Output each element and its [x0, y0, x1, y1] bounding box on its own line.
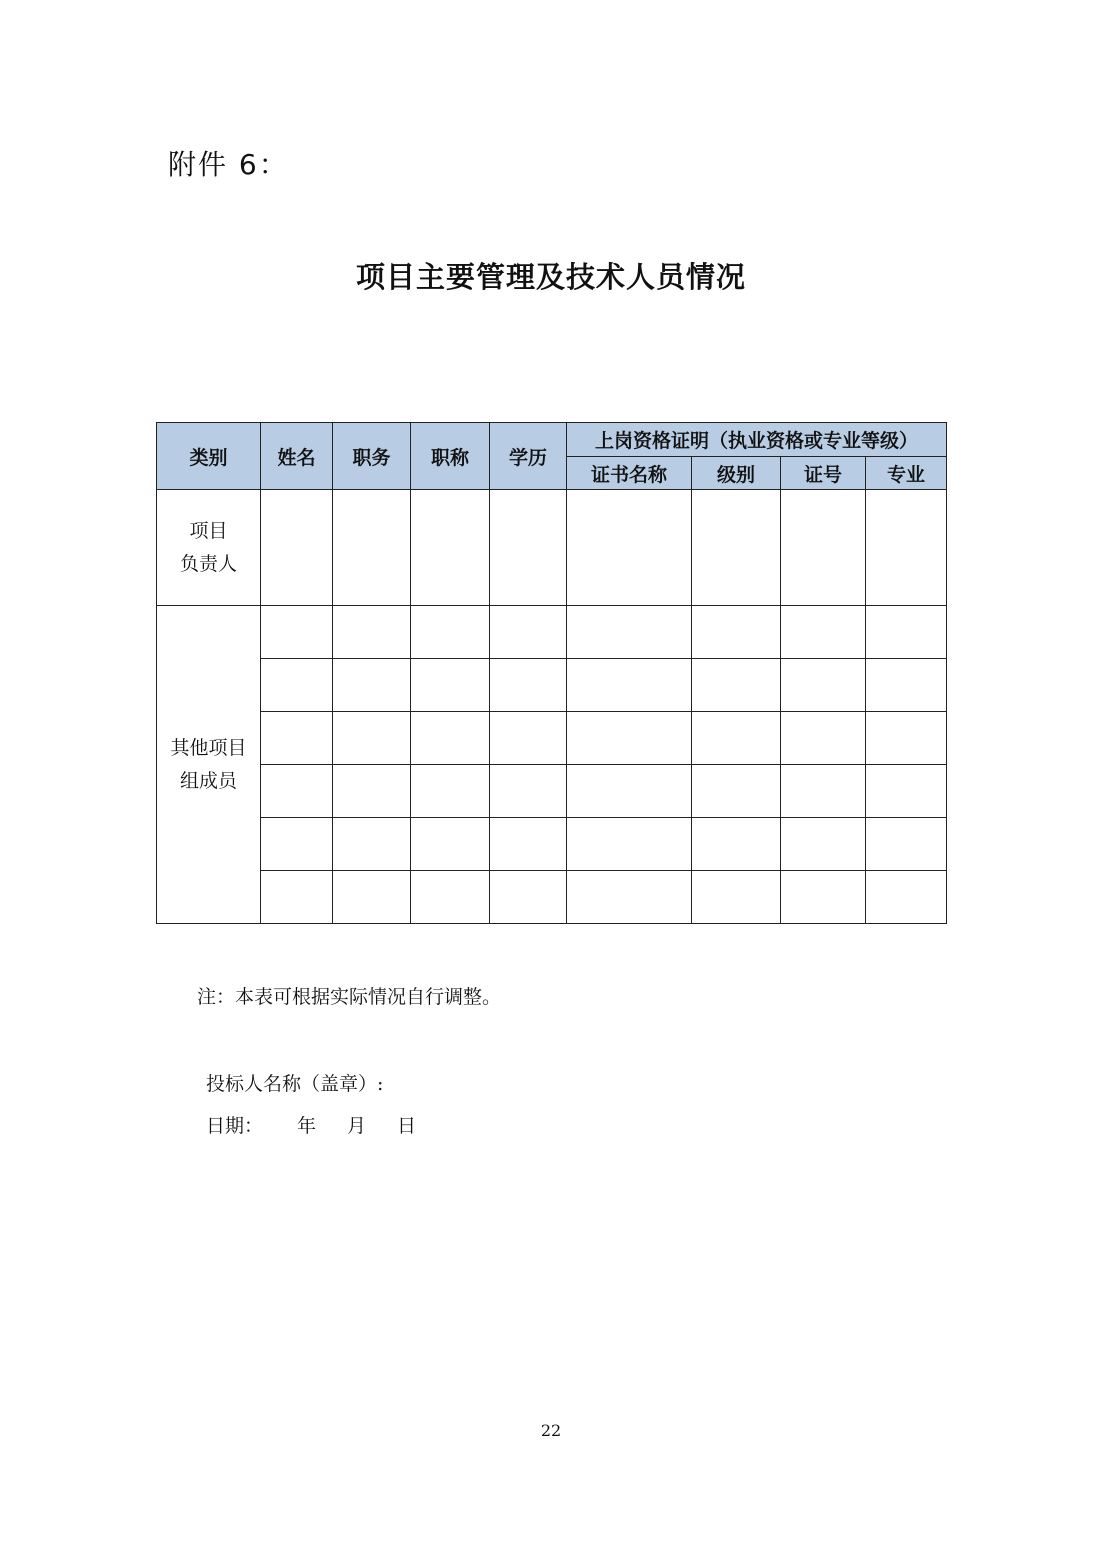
table-cell [866, 490, 947, 606]
table-cell [261, 712, 333, 765]
table-cell [490, 871, 567, 924]
date-label: 日期： [206, 1115, 264, 1137]
table-cell [333, 490, 411, 606]
table-cell [261, 490, 333, 606]
table-cell [333, 606, 411, 659]
table-cell [490, 490, 567, 606]
date-day: 日 [397, 1115, 417, 1137]
table-cell [333, 765, 411, 818]
table-cell [333, 659, 411, 712]
bidder-name-label: 投标人名称（盖章）: [206, 1073, 384, 1095]
table-cell [411, 712, 490, 765]
table-cell [692, 765, 781, 818]
table-cell [866, 765, 947, 818]
table-cell [567, 818, 692, 871]
table-cell [781, 712, 866, 765]
table-cell [567, 765, 692, 818]
table-cell [692, 871, 781, 924]
table-cell [866, 818, 947, 871]
table-cell [866, 659, 947, 712]
table-row [157, 765, 947, 818]
table-cell [567, 606, 692, 659]
table-cell [692, 490, 781, 606]
header-education: 学历 [490, 423, 567, 490]
table-cell [490, 765, 567, 818]
table-cell [567, 490, 692, 606]
page-title: 项目主要管理及技术人员情况 [355, 260, 746, 294]
header-professional-title: 职称 [411, 423, 490, 490]
table-cell [781, 818, 866, 871]
table-cell [411, 659, 490, 712]
header-level: 级别 [692, 457, 781, 490]
table-cell [692, 659, 781, 712]
table-cell [692, 606, 781, 659]
table-cell [567, 659, 692, 712]
table-cell [490, 818, 567, 871]
category-project-lead-line2: 负责人 [179, 552, 237, 575]
table-cell [490, 606, 567, 659]
table-cell [866, 871, 947, 924]
category-other-members [157, 606, 261, 924]
table-cell [411, 765, 490, 818]
header-qualification-group: 上岗资格证明（执业资格或专业等级） [567, 423, 947, 457]
table-note: 注：本表可根据实际情况自行调整。 [197, 986, 502, 1008]
category-other-members-line2: 组成员 [179, 769, 237, 792]
table-cell [490, 712, 567, 765]
table-cell [411, 490, 490, 606]
table-row [157, 712, 947, 765]
header-category: 类别 [157, 423, 261, 490]
category-other-members-line1: 其他项目 [170, 736, 247, 759]
table-cell [692, 712, 781, 765]
table-row [157, 818, 947, 871]
table-cell [261, 765, 333, 818]
table-cell [781, 871, 866, 924]
table-cell [333, 712, 411, 765]
table-cell [261, 659, 333, 712]
header-position: 职务 [333, 423, 411, 490]
page-number: 22 [540, 1421, 562, 1440]
table-cell [261, 871, 333, 924]
staff-table [156, 422, 947, 924]
table-cell [781, 606, 866, 659]
table-row-project-lead [157, 490, 947, 606]
table-cell [781, 490, 866, 606]
table-cell [692, 818, 781, 871]
header-name: 姓名 [261, 423, 333, 490]
table-row [157, 871, 947, 924]
table-cell [333, 818, 411, 871]
attachment-label: 附件 6： [168, 148, 289, 181]
table-row [157, 659, 947, 712]
table-cell [411, 818, 490, 871]
table-cell [411, 606, 490, 659]
category-project-lead [157, 490, 261, 606]
table-row [157, 606, 947, 659]
table-cell [567, 712, 692, 765]
table-cell [781, 659, 866, 712]
category-project-lead-line1: 项目 [189, 519, 228, 542]
header-certificate-no: 证号 [781, 457, 866, 490]
table-cell [333, 871, 411, 924]
table-cell [490, 659, 567, 712]
table-cell [567, 871, 692, 924]
table-cell [411, 871, 490, 924]
date-year: 年 [297, 1115, 317, 1137]
table-cell [781, 765, 866, 818]
header-certificate-name: 证书名称 [567, 457, 692, 490]
date-month: 月 [347, 1115, 367, 1137]
table-cell [261, 606, 333, 659]
table-cell [866, 606, 947, 659]
date-line [206, 1111, 416, 1138]
table-cell [866, 712, 947, 765]
table-cell [261, 818, 333, 871]
header-specialty: 专业 [866, 457, 947, 490]
